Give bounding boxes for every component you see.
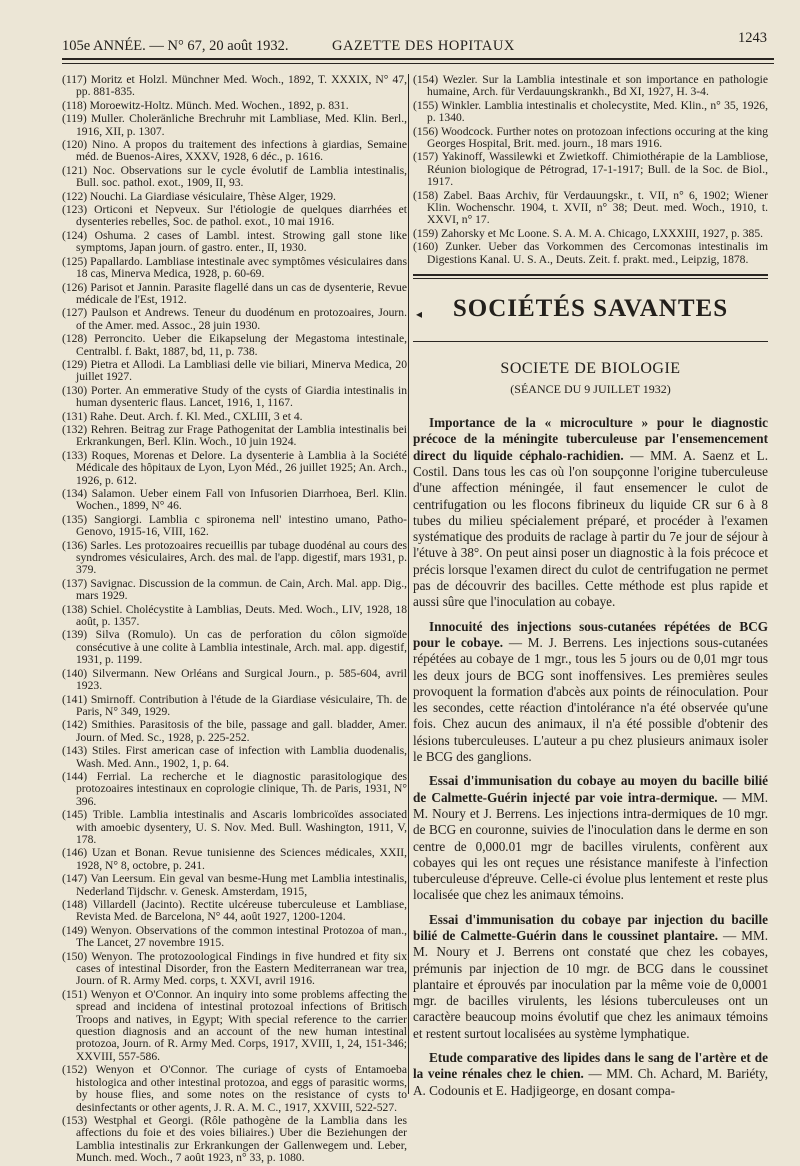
reference-entry: (124) Oshuma. 2 cases of Lambl. intest. Strowing gall stone like symptoms, Japan journ. of gastro. enter., II, 1930. xyxy=(62,228,407,255)
reference-entry: (119) Muller. Choleränliche Brechruhr mit Lambliase, Med. Klin. Berl., 1916, XII, p. 1307. xyxy=(62,112,407,138)
reference-entry: (138) Schiel. Cholécystite à Lamblias, Deuts. Med. Woch., LIV, 1928, 18 août, p. 1357. xyxy=(62,602,407,629)
communication-body: — MM. Ch. Achard, M. Bariéty, A. Codounis et E. Hadjigeorge, en dosant compa- xyxy=(413,1066,768,1098)
reference-entry: (139) Silva (Romulo). Un cas de perforation du côlon sigmoïde consécutive à une colite à Lamblia intestinale, Arch. mal. app. digestif, 1931, p. 1199. xyxy=(62,628,407,667)
reference-entry: (134) Salamon. Ueber einem Fall von Infusorien Diarrhoea, Berl. Klin. Wochen., 1899, N° 46. xyxy=(62,487,407,513)
reference-entry: (122) Nouchi. La Giardiase vésiculaire, Thèse Alger, 1929. xyxy=(62,189,336,203)
header-rule xyxy=(62,58,774,60)
reference-entry: (158) Zabel. Baas Archiv, für Verdauungskr., t. VII, n° 6, 1902; Wiener Klin. Wochenschr. 1904, t. XVII, n° 38; Deut. med. Woch., 1910, t. XXVI, n° 17. xyxy=(413,188,768,227)
section-rule-top xyxy=(413,274,768,276)
reference-entry: (129) Pietra et Allodi. La Lambliasi delle vie biliari, Minerva Medica, 20 juillet 1927. xyxy=(62,357,407,384)
reference-entry: (160) Zunker. Ueber das Vorkommen des Cercomonas intestinalis im Digestions Kanal. U. S. A., Deuts. Zeit. f. prakt. med., Leipzig, 1878. xyxy=(413,240,768,266)
society-communication xyxy=(413,1050,768,1099)
reference-entry: (120) Nino. A propos du traitement des infections à giardias, Semaine méd. de Buenos-Aires, XXXV, 1928, 6 déc., p. 1616. xyxy=(62,138,407,164)
reference-entry: (148) Villardell (Jacinto). Rectite ulcéreuse tuberculeuse et Lambliase, Revista Med. de Barcelona, N° 44, août 1927, 1200-1204. xyxy=(62,898,407,924)
left-column xyxy=(62,74,407,1166)
communication-body: — MM. M. Noury et J. Berrens ont constaté que chez les cobayes, prémunis par injection de 10 mgr. de BCG dans le coussinet plantaire et éprouvés par inoculation par la même voie de 0,0001 mgr. de bacilles virulents, les lésions tuberculeuses ont un caractère beaucoup moins évolutif que chez les animaux témoins et restent surtout localisées au système lymphatique. xyxy=(413,928,769,1041)
reference-entry: (156) Woodcock. Further notes on protozoan infections occuring at the king Georges Hospital, Brit. med. journ., 18 mars 1916. xyxy=(413,124,768,151)
reference-entry: (126) Parisot et Jannin. Parasite flagellé dans un cas de dysenterie, Revue médicale de l'Est, 1912. xyxy=(62,280,407,306)
reference-entry: (130) Porter. An emmerative Study of the cysts of Giardia intestinalis in human dysenteric flaus. Lancet, 1916, 1, 1167. xyxy=(62,383,407,410)
section-header xyxy=(413,279,768,341)
communication-body: — MM. M. Noury et J. Berrens. Les injections intra-dermiques de 10 mgr. de BCG en couronne, suivies de l'inoculation dans le derme en son centre de 0,000.01 mgr de bacilles virulents, confèrent aux cobayes qui les ont reçues une résistance manifeste à l'infection tuberculeuse d'épreuve. Celle-ci évolue plus lentement et reste plus localisée que chez les animaux témoins. xyxy=(413,789,769,903)
reference-entry: (125) Papallardo. Lambliase intestinale avec symptômes vésiculaires dans 18 cas, Minerva Medica, 1928, p. 60-69. xyxy=(62,254,407,281)
reference-entry: (151) Wenyon et O'Connor. An inquiry into some problems affecting the spread and incidena of intestinal protozoal infections of Britisch Troops and natives, in Egypt; With special reference to the carrier question diagnosis and an account of the new human intestinal protozoa, Journ. of R. Army Med. Corps, 1917, XVIII, 1, 24, 151-346; XXVIII, 557-586. xyxy=(62,987,407,1063)
society-communication xyxy=(413,415,768,611)
page-header xyxy=(62,30,767,52)
ornament-icon: ◂ xyxy=(416,307,423,322)
communication-title: Etude comparative des lipides dans le sang de l'artère et de la veine rénales chez le chien. xyxy=(413,1050,768,1082)
communication-body: — MM. A. Saenz et L. Costil. Dans tous les cas où l'on soupçonne l'origine tuberculeuse d'une affection méningée, il faut ensemencer le culot de centrifugation ou les flocons fibrineux du liquide CR sur 6 à 8 tubes du milieu spécialement préparé, et procéder à l'examen systématique des produits de raclage à partir du 7e jour de séjour à l'étuve à 38°. On peut ainsi poser un diagnostic à la fois précoce et précis lorsque l'examen direct du culot de centrifugation ne permet pas de découvrir des bacilles. Cette méthode est plus rapide et aussi sûre que l'inoculation au cobaye. xyxy=(413,447,768,610)
reference-entry: (133) Roques, Morenas et Delore. La dysenterie à Lamblia à la Société Médicale des hôpitaux de Lyon, Lyon Méd., 26 juillet 1925; An. Arch., 1926, p. 612. xyxy=(62,448,407,487)
reference-entry: (144) Ferrial. La recherche et le diagnostic parasitologique des protozoaires intestinaux en coprologie clinique, Th. de Paris, 1931, N° 396. xyxy=(62,769,407,808)
communication-title: Essai d'immunisation du cobaye au moyen du bacille bilié de Calmette-Guérin injecté par voie intra-dermique. xyxy=(413,773,768,805)
reference-entry: (117) Moritz et Holzl. Münchner Med. Woch., 1892, T. XXXIX, N° 47, pp. 881-835. xyxy=(62,73,407,99)
article-body xyxy=(413,415,768,1099)
column-divider xyxy=(408,74,409,1094)
communication-title: Innocuité des injections sous-cutanées répétées de BCG pour le cobaye. xyxy=(413,618,768,650)
reference-entry: (149) Wenyon. Observations of the common intestinal Protozoa of man., The Lancet, 27 novembre 1915. xyxy=(62,923,407,950)
communication-body: — M. J. Berrens. Les injections sous-cutanées répétées au cobaye de 1 mgr., tous les 5 jours ou de 0,01 mgr tous les deux jours de BCG sont inoffensives. Les premières seules provoquent la formation d'abcès aux points de réinoculation. Pour les secondes, cette réaction d'intolérance n'a été observée qu'une fois. Chez aucun des animaux, il n'a été possible d'obtenir des lésions tuberculeuses. L'auteur a pu chez plusieurs animaux isoler le BCG des ganglions. xyxy=(413,634,768,765)
communication-title: Importance de la « microculture » pour le diagnostic précoce de la méningite tuberculeuse par l'ensemencement direct du liquide céphalo-rachidien. xyxy=(413,415,768,463)
right-column xyxy=(413,74,768,1107)
right-references xyxy=(413,74,768,266)
reference-entry: (136) Sarles. Les protozoaires recueillis par tubage duodénal au cours des syndromes vésiculaires, Arch. des mal. de l'app. digestif, mars 1931, p. 379. xyxy=(62,538,407,577)
reference-entry: (123) Orticoni et Nepveux. Sur l'étiologie de quelques diarrhées et dysenteries rebelles, Soc. de pathol. exot., 10 mai 1916. xyxy=(62,203,407,229)
reference-entry: (152) Wenyon et O'Connor. The curiage of cysts of Entamoeba histologica and other intestinal protozoa, and eggs of parasitic worms, by house flies, and some notes on the resistance of cysts to desinfectants or other agents, J. R. A. M. C., 1917, XXVIII, 522-527. xyxy=(62,1063,407,1114)
reference-entry: (141) Smirnoff. Contribution à l'étude de la Giardiase vésiculaire, Th. de Paris, N° 349, 1929. xyxy=(62,692,407,718)
reference-entry: (157) Yakinoff, Wassilewki et Zwietkoff. Chimiothérapie de la Lambliose, Réunion biologique de Pétrograd, 17-1-1917; Bull. de la Soc. de Biol., 1917. xyxy=(413,150,768,189)
reference-entry: (146) Uzan et Bonan. Revue tunisienne des Sciences médicales, XXII, 1928, N° 8, octobre, p. 241. xyxy=(62,846,407,872)
reference-entry: (121) Noc. Observations sur le cycle évolutif de Lamblia intestinalis, Bull. soc. pathol. exot., 1909, II, 93. xyxy=(62,163,407,190)
reference-entry: (147) Van Leersum. Ein geval van besme-Hung met Lamblia intestinalis, Nederland Tijdschr. v. Genesk. Amsterdam, 1915, xyxy=(62,872,407,898)
communication-title: Essai d'immunisation du cobaye par injection du bacille bilié de Calmette-Guérin dans le coussinet plantaire. xyxy=(413,911,768,943)
reference-entry: (135) Sangiorgi. Lamblia c spironema nell' intestino umano, Patho-Genovo, 1915-16, VIII, 162. xyxy=(62,512,407,539)
society-communication xyxy=(413,912,768,1042)
reference-entry: (150) Wenyon. The protozoological Findings in five hundred et fity six cases of intestinal Disorder, fron the Eastern Mediterranean war trea, Journ. of R. Army Med. corps, t. XXVI, avril 1916. xyxy=(62,949,407,988)
reference-entry: (132) Rehren. Beitrag zur Frage Pathogenitat der Lamblia intestinalis bei Erkrankungen, Berl. Klin. Woch., 10 juin 1924. xyxy=(62,422,407,449)
issue-info: 105e ANNÉE. — N° 67, 20 août 1932. xyxy=(62,38,289,54)
reference-entry: (127) Paulson et Andrews. Teneur du duodénum en protozoaires, Journ. of the Amer. med. Assoc., 28 juin 1930. xyxy=(62,306,407,332)
reference-entry: (128) Perroncito. Ueber die Eikapselung der Megastoma intestinale, Centralbl. f. Bakt, 1887, bd, 11, p. 738. xyxy=(62,332,407,358)
reference-entry: (131) Rahe. Deut. Arch. f. Kl. Med., CXLIII, 3 et 4. xyxy=(62,409,303,423)
reference-entry: (145) Trible. Lamblia intestinalis and Ascaris lombricoïdes associated with amoebic dysentery, U. S. Nov. Med. Bull. Washington, 1911, V, 178. xyxy=(62,808,407,846)
reference-entry: (140) Silvermann. New Orléans and Surgical Journ., p. 585-604, avril 1923. xyxy=(62,666,407,693)
society-communication xyxy=(413,619,768,766)
reference-entry: (154) Wezler. Sur la Lamblia intestinale et son importance en pathologie humaine, Arch. für Verdauungskrankh., Bd XI, 1927, H. 3-4. xyxy=(413,73,768,99)
reference-entry: (153) Westphal et Georgi. (Rôle pathogène de la Lamblia dans les affections du foie et des voies biliaires.) Uber die Beziehungen der Lamblia intestinalis zur Erkrankungen der Gallenwegem und. Leber, Munch. med. Woch., 7 août 1923, n° 33, p. 1080. xyxy=(62,1113,407,1165)
reference-entry: (155) Winkler. Lamblia intestinalis et cholecystite, Med. Klin., n° 35, 1926, p. 1340. xyxy=(413,98,768,125)
reference-entry: (143) Stiles. First american case of infection with Lamblia duodenalis, Wash. Med. Ann., 1902, 1, p. 64. xyxy=(62,744,407,770)
reference-entry: (142) Smithies. Parasitosis of the bile, passage and gall. bladder, Amer. Journ. of Med. Sc., 1928, p. 225-252. xyxy=(62,718,407,744)
header-rule-thin xyxy=(62,63,774,64)
section-title: SOCIÉTÉS SAVANTES xyxy=(452,295,729,323)
journal-title: GAZETTE DES HOPITAUX xyxy=(332,38,515,54)
section-rule-bottom xyxy=(413,341,768,342)
reference-entry: (137) Savignac. Discussion de la commun. de Cain, Arch. Mal. app. Dig., mars 1929. xyxy=(62,576,407,603)
society-communication xyxy=(413,773,768,903)
reference-entry: (159) Zahorsky et Mc Loone. S. A. M. A. Chicago, LXXXIII, 1927, p. 385. xyxy=(413,226,764,240)
page-number: 1243 xyxy=(738,30,767,46)
reference-entry: (118) Moroewitz-Holtz. Münch. Med. Wochen., 1892, p. 831. xyxy=(62,98,349,112)
society-title: SOCIETE DE BIOLOGIE xyxy=(500,360,681,378)
seance-date: (SÉANCE DU 9 JUILLET 1932) xyxy=(510,382,671,397)
